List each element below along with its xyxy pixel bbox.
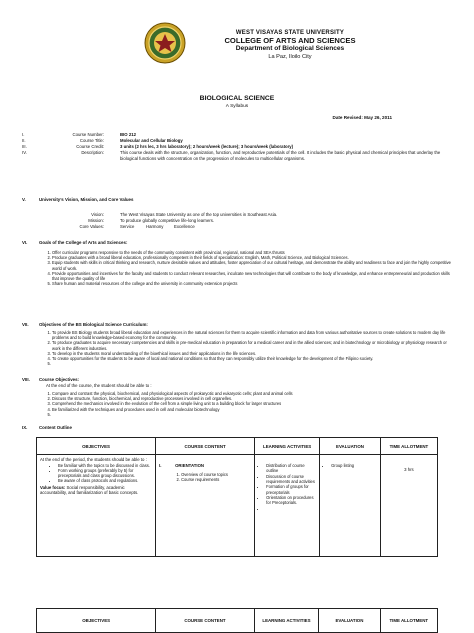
list-item: 2. Produce graduates with a broad liberal education, professionally competent in their fields of specialization: English, Math, Political Science, and Biological Sciences. [52, 255, 454, 260]
section-v-heading: V. University’s Vision, Mission, and Core Values [22, 197, 134, 202]
field-label: Description: [81, 150, 104, 155]
section-vii-heading: VII. Objectives of the BS Biological Science Curriculum: [22, 322, 148, 327]
time-value: 3 hrs [404, 467, 414, 472]
location: La Paz, Iloilo City [268, 54, 312, 60]
section-viii-heading: VIII. Course Objectives: [22, 377, 80, 382]
section-ix-heading: IX. Content Outline [22, 425, 72, 430]
course-number-value: BIO 212 [120, 132, 137, 137]
value-focus-text: Social responsibility, academic accountability, and familiarization of basic concepts. [40, 484, 139, 496]
department-name: Department of Biological Sciences [235, 45, 345, 52]
section-vi-heading: VI. Goals of the College of Arts and Sciences: [22, 240, 128, 245]
description-value: This course deals with the structure, organization, function, and reproductive potentials of the cell. It includes the basic physical and chemical principles that underlay the biological functions with concentration on the progression of molecules to multicellular organisms. [120, 150, 441, 161]
field-label: Course Number: [72, 132, 104, 137]
field-label: Course Credit: [76, 144, 104, 149]
column-header: COURSE CONTENT [156, 438, 255, 455]
list-item: • Be familiar with the topics to be discussed in class. [58, 463, 152, 468]
vision-label: Vision: [91, 212, 104, 217]
list-item [52, 412, 454, 417]
list-item: 3. To develop in the students moral understanding of the bioethical issues and their applications in the life sciences. [52, 351, 454, 356]
roman-numeral: III. [22, 144, 27, 149]
field-label: Course Title: [79, 138, 104, 143]
university-seal-icon [144, 22, 186, 64]
table-row [37, 455, 438, 557]
list-item: 5. Share human and material resources of the college and the university in community extension projects [52, 281, 454, 286]
core-value-2: Harmony [146, 224, 164, 229]
unit-title: ORIENTATION [175, 463, 205, 468]
list-item: • Orientation on procedures for Preceptorials. [266, 495, 316, 506]
value-focus-label: Value focus: [40, 484, 66, 490]
roman-numeral: I. [22, 132, 25, 137]
column-header: LEARNING ACTIVITIES [255, 438, 320, 455]
list-item: 1. Compare and contrast the physical, biochemical, and physiological aspects of prokaryotic and eukaryotic cells; plant and animal cells [52, 391, 454, 396]
core-value-1: Service [120, 224, 135, 229]
column-header: LEARNING ACTIVITIES [254, 609, 319, 633]
vision-text: The West Visayas State University as one of the top universities in Southeast Asia. [120, 212, 278, 217]
core-values-label: Core Values: [79, 224, 104, 229]
university-name: WEST VISAYAS STATE UNIVERSITY [235, 30, 345, 36]
column-header: OBJECTIVES [37, 609, 156, 633]
college-name: COLLEGE OF ARTS AND SCIENCES [224, 36, 356, 45]
column-header: EVALUATION [319, 609, 380, 633]
cell-text: At the end of the period, the students should be able to : [40, 457, 147, 462]
course-credit-value: 3 units (2 hrs lec, 3 hrs laboratory); 2 hours/week (lecture); 3 hours/week (laboratory) [120, 144, 294, 149]
content-outline-table-next-page [36, 608, 438, 633]
list-item [52, 361, 454, 366]
list-item: 2. Course requirements [181, 477, 251, 483]
content-sublist [171, 472, 251, 483]
list-item: 1. Offer curricular programs responsive to the needs of the community consistent with provincial, regional, national and SEA thrusts [52, 250, 454, 255]
column-header: TIME ALLOTMENT [380, 609, 437, 633]
list-item: 1. To provide BS Biology students broad liberal education and experiences in the natural sciences for them to acquire scientific information and data from various authoritative sources to create solutions to modern day life problems and to build knowledge-based economy for the community. [52, 330, 454, 340]
list-item: 4. To create opportunities for the students to be aware of local and national conditions so that they can responsibly utilize their knowledge for the development of the Filipino society. [52, 356, 454, 361]
learning-activities-cell [255, 455, 320, 557]
list-item [266, 506, 316, 511]
page-subtitle: A Syllabus [225, 104, 249, 109]
mission-label: Mission: [88, 218, 104, 223]
course-title-value: Molecular and Cellular Biology [120, 138, 183, 143]
list-item: • Form working groups (preferably by 5) for preceptorials and class group discussions. [58, 468, 152, 479]
course-objectives-list [40, 391, 454, 417]
evaluation-bullets [323, 463, 377, 468]
column-header: COURSE CONTENT [156, 609, 254, 633]
content-outline-table [36, 437, 438, 557]
column-header: EVALUATION [320, 438, 381, 455]
list-item: • Distribution of course outline [266, 463, 316, 474]
objectives-list [40, 330, 454, 367]
page-title: BIOLOGICAL SCIENCE [199, 95, 275, 102]
list-item: 3. Equip students with skills in critical thinking and research, nurture desirable values and attitudes, foster appreciation of our cultural heritage, and demonstrate the ability and readiness to face and join the highly competitive world of work. [52, 260, 454, 270]
list-item: 2. To produce graduates to acquire necessary competencies and skills in pre-medical education in preparation for a medical career and in the allied sciences; and in biotechnology or microbiology or physiology research or work in the different industries. [52, 340, 454, 350]
objectives-cell [37, 455, 156, 557]
roman-numeral: IV. [22, 150, 27, 155]
time-allotment-cell [380, 455, 437, 557]
evaluation-cell [320, 455, 381, 557]
list-item: 1. Overview of course topics [181, 472, 251, 478]
list-item: • Group listing [331, 463, 377, 468]
list-item: • Formation of groups for preceptorials [266, 484, 316, 495]
list-item: 4. Provide opportunities and incentives for the faculty and students to conduct relevant researches, inculcate new technologies that will contribute to the body of knowledge, and enhance entrepreneurial and production skills that improve the quality of life [52, 271, 454, 281]
list-item: 4. Be familiarized with the techniques and procedures used in cell and molecular biotechnology [52, 407, 454, 412]
core-value-3: Excellence [174, 224, 195, 229]
roman-numeral: II. [22, 138, 26, 143]
list-item: • Be aware of class protocols and regulations. [58, 478, 152, 483]
mission-text: To produce globally competitive life-long learners. [120, 218, 215, 223]
list-item: 2. Discuss the structure, function, biochemical, and reproductive processes involved in cell organelles. [52, 396, 454, 401]
goals-list [40, 250, 454, 287]
objectives-bullets [50, 463, 152, 484]
list-item: 3. Comprehend the mechanics involved in the evolution of the cell from a simple living unit to a building block for larger structures [52, 401, 454, 406]
unit-number: I. [159, 463, 162, 468]
column-header: TIME ALLOTMENT [380, 438, 437, 455]
list-item: • Discussion of course requirements and activities [266, 474, 316, 485]
course-objectives-intro: At the end of the course, the student should be able to : [46, 383, 152, 388]
activities-bullets [258, 463, 316, 511]
course-content-cell [156, 455, 255, 557]
column-header: OBJECTIVES [37, 438, 156, 455]
date-revised: Date Revised: May 26, 2011 [332, 115, 392, 120]
